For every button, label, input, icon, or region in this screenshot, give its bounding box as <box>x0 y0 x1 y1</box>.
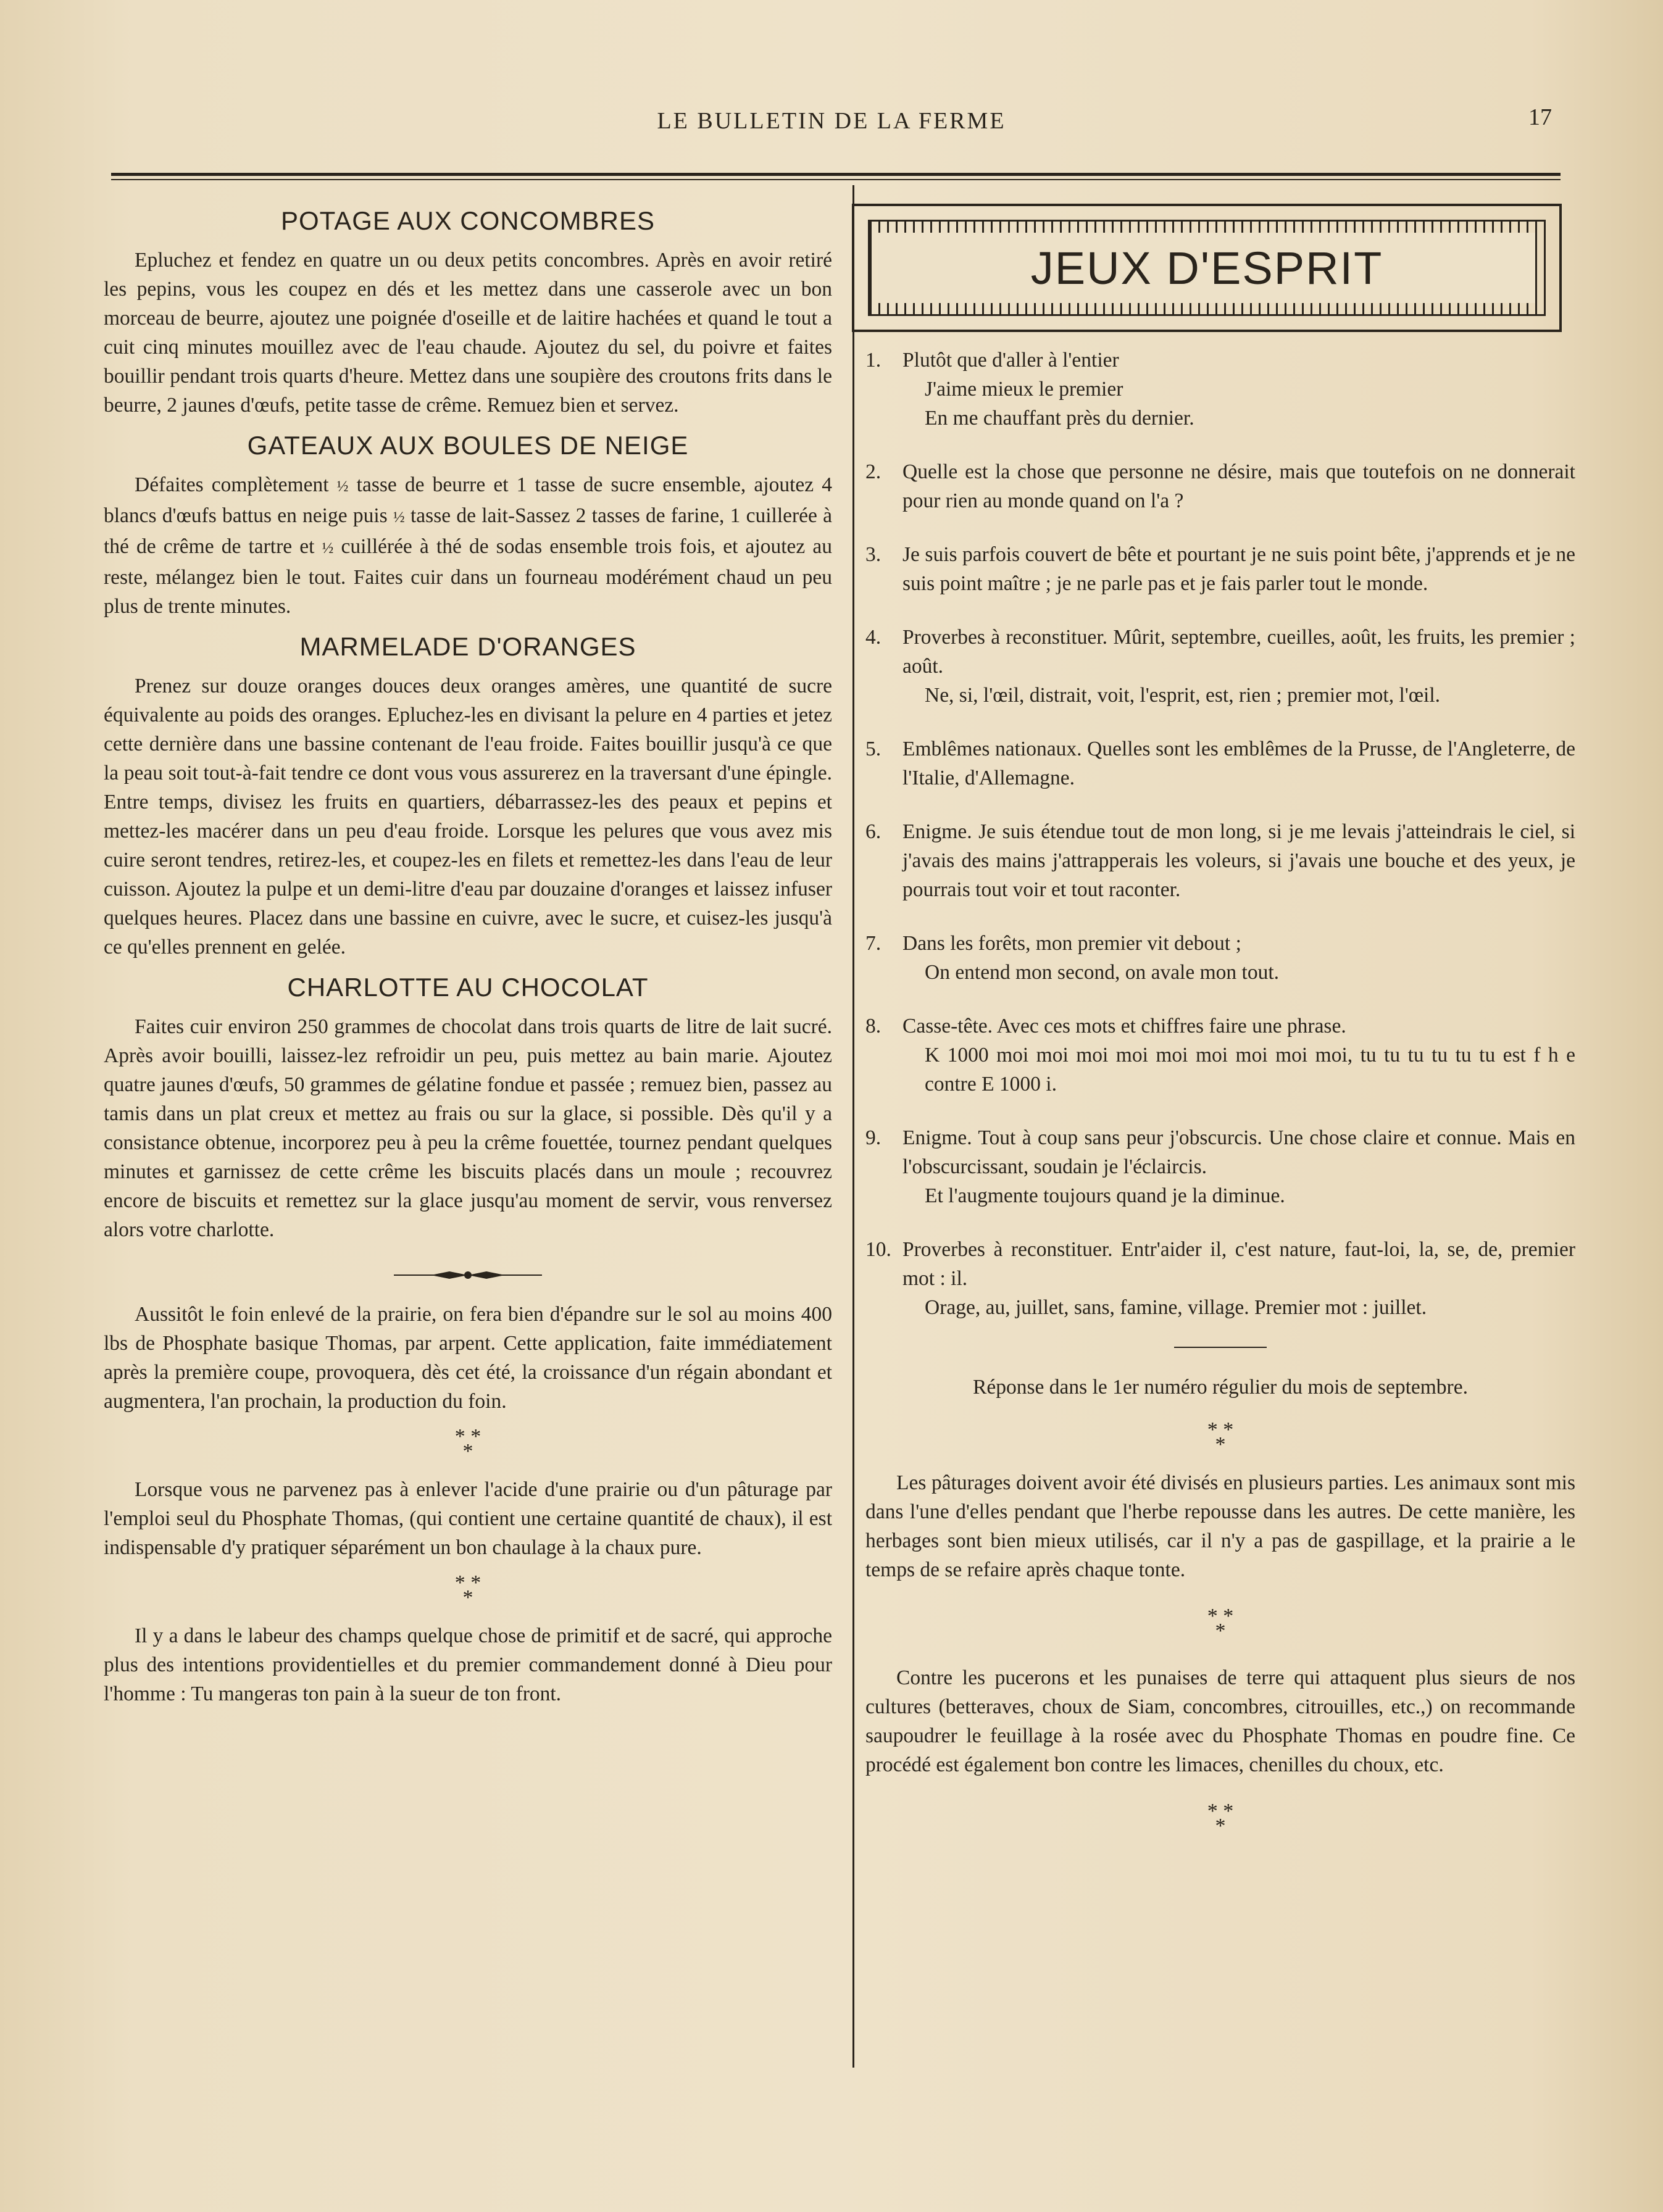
reponse-note: Réponse dans le 1er numéro régulier du mois de septembre. <box>973 1376 1468 1399</box>
riddle-item <box>865 623 1575 710</box>
recipe-text-charlotte: Faites cuir environ 250 grammes de chocolat dans trois quarts de litre de lait sucré. Après avoir bouilli, laissez-lez refroidir un peu, puis mettez au bain marie. Ajoutez quatre jaunes d'œufs, 50 grammes de gélatine fondue et passée ; remuez bien, passez au tamis dans un plat creux et mettez au frais ou sur la glace, si possible. Dès qu'il y a consistance obtenue, incorporez peu à peu la crême fouettée, tournez pendant quelques minutes et garnissez de cette crême les biscuits placés dans un moule ; recouvrez encore de biscuits et remettez sur la glace jusqu'au moment de servir, vous renversez alors votre charlotte. <box>104 1015 832 1241</box>
riddle-number: 7. <box>865 932 882 955</box>
riddle-line: K 1000 moi moi moi moi moi moi moi moi moi, tu tu tu tu tu tu est f h e contre E 1000 i. <box>925 1044 1575 1096</box>
riddle-item <box>865 540 1575 598</box>
page-header-title: LE BULLETIN DE LA FERME <box>657 108 1006 134</box>
riddle-body <box>902 1012 1575 1099</box>
recipe-title-gateaux: GATEAUX AUX BOULES DE NEIGE <box>247 431 689 460</box>
riddle-body <box>902 540 1575 598</box>
riddle-line: J'aime mieux le premier <box>925 378 1123 401</box>
riddle-item <box>865 346 1575 433</box>
jeux-header-box <box>852 204 1562 332</box>
page-number: 17 <box>1528 104 1552 130</box>
recipe-title-charlotte: CHARLOTTE AU CHOCOLAT <box>287 973 649 1002</box>
riddle-body <box>902 1235 1575 1322</box>
riddle-number: 5. <box>865 738 882 760</box>
note-pucerons: Contre les pucerons et les punaises de terre qui attaquent plus sieurs de nos cultures (betteraves, choux de Siam, concombres, citrouilles, etc.,) on recommande saupoudrer le feuillage à la rosée avec du Phosphate Thomas en poudre fine. Ce procédé est également bon contre les limaces, chenilles du choux, etc. <box>865 1666 1575 1776</box>
riddle-number: 2. <box>865 460 882 483</box>
fraction-half: ½ <box>322 540 334 557</box>
gateaux-text-part-3: tasse de lait-Sassez 2 tasses de farine, 1 cuillerée à thé de crême de tartre et <box>104 504 832 558</box>
riddle-body <box>902 1123 1575 1210</box>
asterism: * * * <box>1207 1799 1234 1837</box>
right-column <box>865 346 1575 1850</box>
riddle-line: Dans les forêts, mon premier vit debout ; <box>902 932 1241 955</box>
riddle-item <box>865 1012 1575 1099</box>
riddle-item <box>865 734 1575 792</box>
riddle-body <box>902 346 1575 433</box>
recipe-text-potage: Epluchez et fendez en quatre un ou deux petits concombres. Après en avoir retiré les pepins, vous les coupez en dés et les mettez dans une casserole avec un bon morceau de beurre, ajoutez une poignée d'oseille et de laitire hachées et quand le tout a cuit cinq minutes mouillez avec de l'eau chaude. Ajoutez du sel, du poivre et faites bouillir pendant trois quarts d'heure. Mettez dans une soupière des croutons frits dans le beurre, 2 jaunes d'œufs, petite tasse de crême. Remuez bien et servez. <box>104 249 832 417</box>
fraction-half: ½ <box>393 509 405 526</box>
recipe-text-gateaux <box>104 470 832 621</box>
riddle-line: Orage, au, juillet, sans, famine, village. Premier mot : juillet. <box>925 1296 1427 1319</box>
short-rule <box>1174 1347 1267 1348</box>
riddle-body <box>902 457 1575 515</box>
ornament-icon <box>394 1268 542 1283</box>
riddle-item <box>865 929 1575 987</box>
riddle-number: 1. <box>865 349 882 372</box>
recipe-text-marmelade: Prenez sur douze oranges douces deux oranges amères, une quantité de sucre équivalente au poids des oranges. Epluchez-les en divisant la pelure en 4 parties et jetez cette dernière dans une bassine contenant de l'eau froide. Faites bouillir jusqu'à ce que la peau soit tout-à-fait tendre ce dont vous vous assurerez en la traversant d'une épingle. Entre temps, divisez les fruits en quartiers, débarrassez-les des peaux et pepins et mettez-les macérer dans un peu d'eau froide. Lorsque les pelures que vous avez mis cuire seront tendres, retirez-les, et coupez-les en filets et remettez-les dans l'eau de leur cuisson. Ajoutez la pulpe et un demi-litre d'eau par douzaine d'oranges et laissez infuser quelques heures. Placez dans une bassine en cuivre, avec le sucre, et cuisez-les jusqu'à ce qu'elles prennent en gelée. <box>104 675 832 958</box>
gateaux-text-part-1: Défaites complètement <box>135 473 329 496</box>
left-column <box>104 204 832 1708</box>
riddle-item <box>865 1123 1575 1210</box>
riddle-item <box>865 817 1575 904</box>
riddle-line: Je suis parfois couvert de bête et pourtant je ne suis point bête, j'apprends et je ne suis point maître ; je ne parle pas et je fais parler tout le monde. <box>902 543 1575 595</box>
header-rule-thin <box>111 179 1561 180</box>
recipe-title-potage: POTAGE AUX CONCOMBRES <box>281 206 655 235</box>
riddle-number: 6. <box>865 820 882 843</box>
riddle-body <box>902 623 1575 710</box>
riddle-line: Et l'augmente toujours quand je la diminue. <box>925 1184 1285 1207</box>
riddle-body <box>902 734 1575 792</box>
riddle-line: Proverbes à reconstituer. Entr'aider il, c'est nature, faut-loi, la, se, de, premier mot : il. <box>902 1238 1575 1290</box>
riddle-line: Enigme. Tout à coup sans peur j'obscurcis. Une chose claire et connue. Mais en l'obscurcissant, soudain je l'éclaircis. <box>902 1126 1575 1178</box>
gateaux-text-part-2: tasse de beurre et 1 tasse de sucre ensemble, ajoutez 4 blancs d'œufs battus en neige puis <box>104 473 832 527</box>
riddle-number: 3. <box>865 543 882 566</box>
asterism: * * * <box>1207 1418 1234 1456</box>
riddle-item <box>865 1235 1575 1322</box>
asterism: * * * <box>454 1425 481 1463</box>
fraction-half: ½ <box>336 478 349 495</box>
riddle-body <box>902 929 1575 987</box>
ornament-divider <box>104 1262 832 1280</box>
riddle-line: Emblêmes nationaux. Quelles sont les emblêmes de la Prusse, de l'Angleterre, de l'Italie, d'Allemagne. <box>902 738 1575 789</box>
riddle-list <box>865 346 1575 1322</box>
riddle-number: 9. <box>865 1126 882 1149</box>
asterism: * * * <box>1207 1604 1234 1642</box>
riddle-line: Proverbes à reconstituer. Mûrit, septembre, cueilles, août, les fruits, les premier ; août. <box>902 626 1575 678</box>
riddle-number: 8. <box>865 1015 882 1037</box>
recipe-title-marmelade: MARMELADE D'ORANGES <box>299 632 636 661</box>
asterism: * * * <box>454 1571 481 1609</box>
jeux-title-panel <box>878 233 1535 303</box>
riddle-line: Quelle est la chose que personne ne désire, mais que toutefois on ne donnerait pour rien au monde quand on l'a ? <box>902 460 1575 512</box>
riddle-number: 4. <box>865 626 882 649</box>
gateaux-text-part-4: cuillérée à thé de sodas ensemble trois fois, et ajoutez au reste, mélangez bien le tout. Faites cuir dans un fourneau modérément chaud un peu plus de trente minutes. <box>104 535 833 618</box>
riddle-body <box>902 817 1575 904</box>
column-divider <box>852 185 854 2068</box>
riddle-item <box>865 457 1575 515</box>
riddle-line: Plutôt que d'aller à l'entier <box>902 349 1119 372</box>
note-labeur: Il y a dans le labeur des champs quelque chose de primitif et de sacré, qui approche plus des intentions providentielles et du premier commandement donné à Dieu pour l'homme : Tu mangeras ton pain à la sueur de ton front. <box>104 1624 832 1705</box>
note-foin: Aussitôt le foin enlevé de la prairie, on fera bien d'épandre sur le sol au moins 400 lbs de Phosphate basique Thomas, par arpent. Cette application, faite immédiatement après la première coupe, provoquera, dès cet été, la croissance d'un régain abondant et augmentera, l'an prochain, la production du foin. <box>104 1303 832 1413</box>
riddle-line: On entend mon second, on avale mon tout. <box>925 961 1280 984</box>
riddle-line: Casse-tête. Avec ces mots et chiffres faire une phrase. <box>902 1015 1346 1037</box>
jeux-title: JEUX D'ESPRIT <box>1030 242 1383 294</box>
note-paturages: Les pâturages doivent avoir été divisés en plusieurs parties. Les animaux sont mis dans l'une d'elles pendant que l'herbe repousse dans les autres. De cette manière, les herbages sont bien mieux utilisés, car il n'y a pas de gaspillage, et la prairie a le temps de se refaire après chaque tonte. <box>865 1471 1575 1581</box>
note-acide: Lorsque vous ne parvenez pas à enlever l'acide d'une prairie ou d'un pâturage par l'emploi seul du Phosphate Thomas, (qui contient une certaine quantité de chaux), il est indispensable d'y pratiquer séparément un bon chaulage à la chaux pure. <box>104 1478 832 1559</box>
riddle-line: En me chauffant près du dernier. <box>925 407 1194 430</box>
riddle-line: Enigme. Je suis étendue tout de mon long, si je me levais j'atteindrais le ciel, si j'avais des mains j'attrapperais les voleurs, si j'avais une bouche et des yeux, je pourrais tout voir et tout raconter. <box>902 820 1575 901</box>
riddle-number: 10. <box>865 1238 891 1261</box>
header-rule <box>111 173 1561 176</box>
riddle-line: Ne, si, l'œil, distrait, voit, l'esprit, est, rien ; premier mot, l'œil. <box>925 684 1441 707</box>
greek-key-border <box>868 220 1546 316</box>
